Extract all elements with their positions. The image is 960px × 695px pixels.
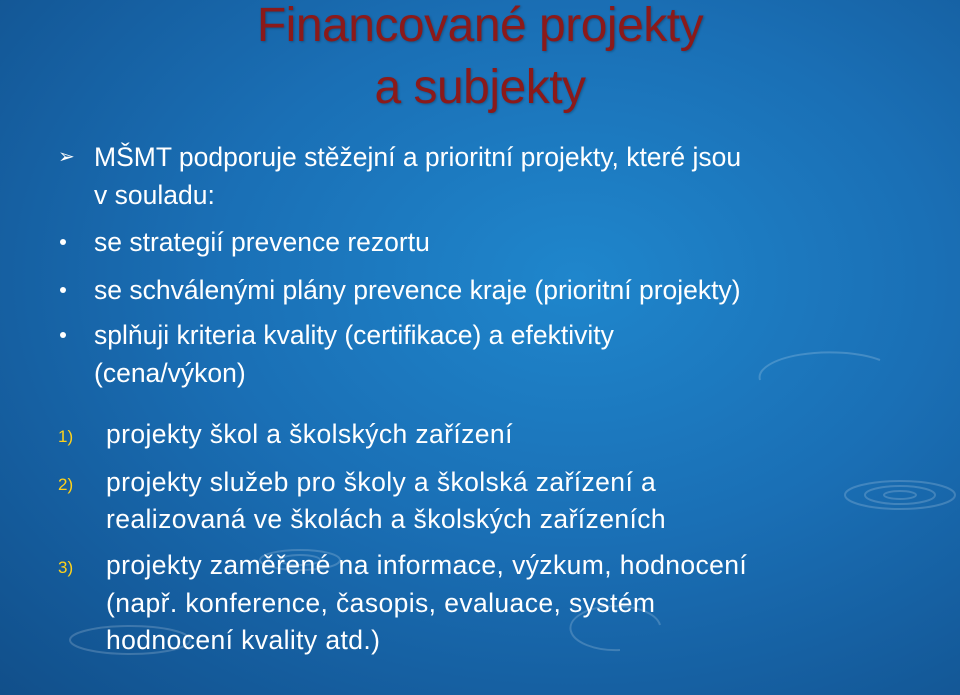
numbered-item-3-line-1: projekty zaměřené na informace, výzkum, hodnocení <box>106 550 748 580</box>
numbered-item-2-line-1: projekty služeb pro školy a školská zařízení a <box>106 467 657 497</box>
arrow-bullet-icon: ➢ <box>58 146 75 168</box>
slide-title-line-2: a subjekty <box>374 61 586 114</box>
numbered-item-3-line-2: (např. konference, časopis, evaluace, systém <box>106 588 656 618</box>
numbered-marker-2: 2) <box>58 475 74 494</box>
bullet-item-1: se strategií prevence rezortu <box>94 227 430 257</box>
dot-bullet-icon <box>60 239 66 245</box>
bullet-item-3-line-1: splňuji kriteria kvality (certifikace) a efektivity <box>94 320 614 350</box>
numbered-marker-3: 3) <box>58 558 74 577</box>
numbered-item-1: projekty škol a školských zařízení <box>106 419 513 449</box>
intro-line-2: v souladu: <box>94 180 215 210</box>
bullet-item-2: se schválenými plány prevence kraje (prioritní projekty) <box>94 275 741 305</box>
numbered-marker-1: 1) <box>58 427 74 446</box>
numbered-item-2-line-2: realizovaná ve školách a školských zařízeních <box>106 504 667 534</box>
dot-bullet-icon <box>60 332 66 338</box>
slide-title-line-1: Financované projekty <box>256 0 704 52</box>
dot-bullet-icon <box>60 287 66 293</box>
numbered-item-3-line-3: hodnocení kvality atd.) <box>106 625 381 655</box>
bullet-item-3-line-2: (cena/výkon) <box>94 358 246 388</box>
intro-line-1: MŠMT podporuje stěžejní a prioritní projekty, které jsou <box>94 142 742 172</box>
